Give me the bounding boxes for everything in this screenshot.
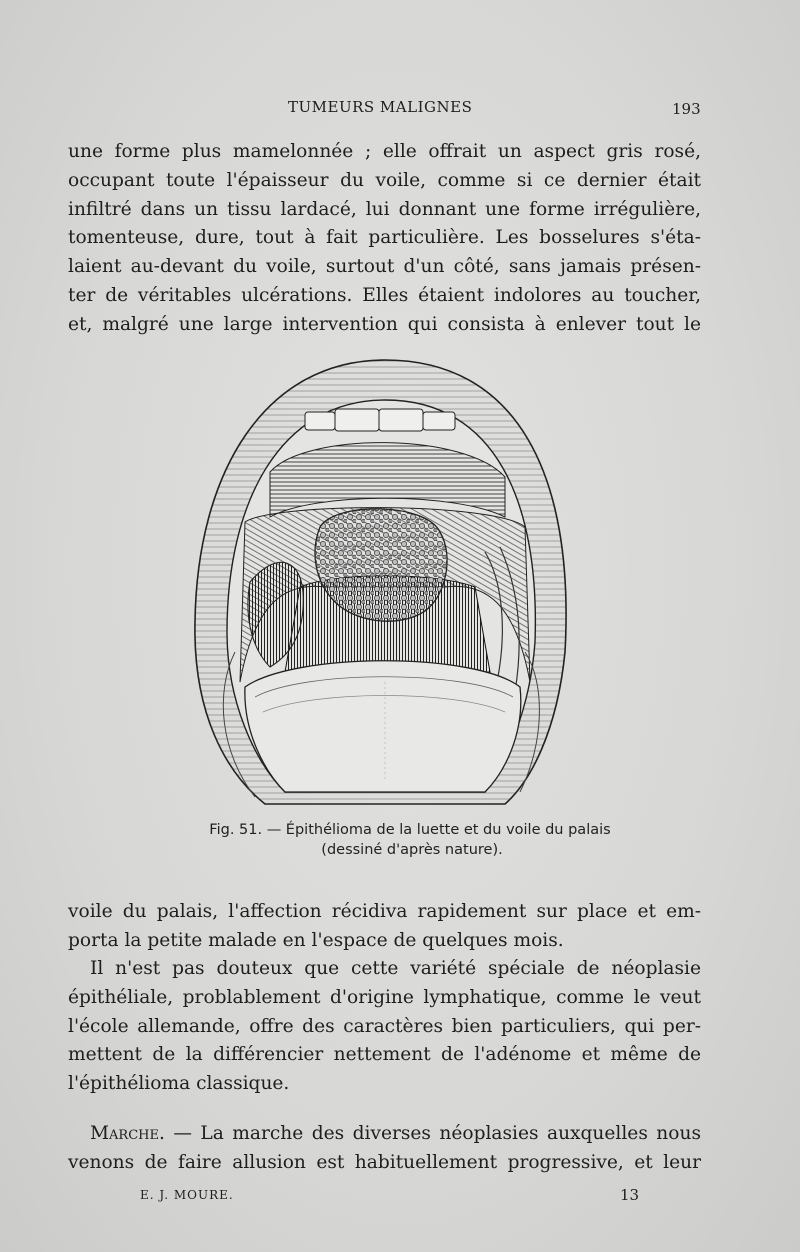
text-line: et, malgré une large intervention qui consista à enlever tout le — [68, 313, 701, 335]
caption-title: Fig. 51. — Épithélioma de la luette et du voile du palais — [209, 822, 611, 838]
engraving-illustration — [185, 352, 580, 807]
text-line: porta la petite malade en l'espace de quelques mois. — [68, 929, 564, 951]
text-line: une forme plus mamelonnée ; elle offrait un aspect gris rosé, — [68, 141, 701, 162]
text-line: tomenteuse, dure, tout à fait particulière. Les bosselures s'éta- — [68, 227, 701, 249]
figure-caption — [0, 820, 800, 860]
running-title: TUMEURS MALIGNES — [288, 98, 473, 116]
paragraph — [68, 1120, 701, 1178]
paragraph — [68, 898, 701, 956]
text-line: laient au-devant du voile, surtout d'un côté, sans jamais présen- — [68, 256, 701, 278]
section-heading: Marche. — [90, 1123, 165, 1144]
text-line: épithéliale, problablement d'origine lymphatique, comme le veut — [68, 986, 701, 1008]
text-line: occupant toute l'épaisseur du voile, comme si ce dernier était — [68, 169, 701, 191]
text-line: mettent de la différencier nettement de l'adénome et même de — [68, 1044, 701, 1066]
text-line: venons de faire allusion est habituellement progressive, et leur — [68, 1151, 701, 1173]
text-line: voile du palais, l'affection récidiva rapidement sur place et em- — [68, 901, 701, 922]
text-line — [68, 1120, 701, 1149]
text-line: l'école allemande, offre des caractères bien particuliers, qui per- — [68, 1015, 701, 1037]
paragraph — [68, 955, 701, 1099]
text-line: l'épithélioma classique. — [68, 1073, 290, 1095]
figure-mouth-illustration — [185, 352, 580, 807]
signature-number: 13 — [620, 1186, 640, 1204]
caption-subtitle: (dessiné d'après nature). — [321, 842, 503, 858]
teeth — [305, 409, 455, 431]
text-line: infiltré dans un tissu lardacé, lui donnant une forme irrégulière, — [68, 198, 701, 220]
paragraph-continuation — [68, 138, 701, 340]
author-signature: E. J. MOURE. — [140, 1188, 234, 1202]
page-number: 193 — [672, 100, 701, 118]
text-line: Il n'est pas douteux que cette variété spéciale de néoplasie — [90, 958, 701, 979]
text-run: — La marche des diverses néoplasies auxquelles nous — [164, 1123, 701, 1144]
text-line: ter de véritables ulcérations. Elles étaient indolores au toucher, — [68, 284, 701, 306]
